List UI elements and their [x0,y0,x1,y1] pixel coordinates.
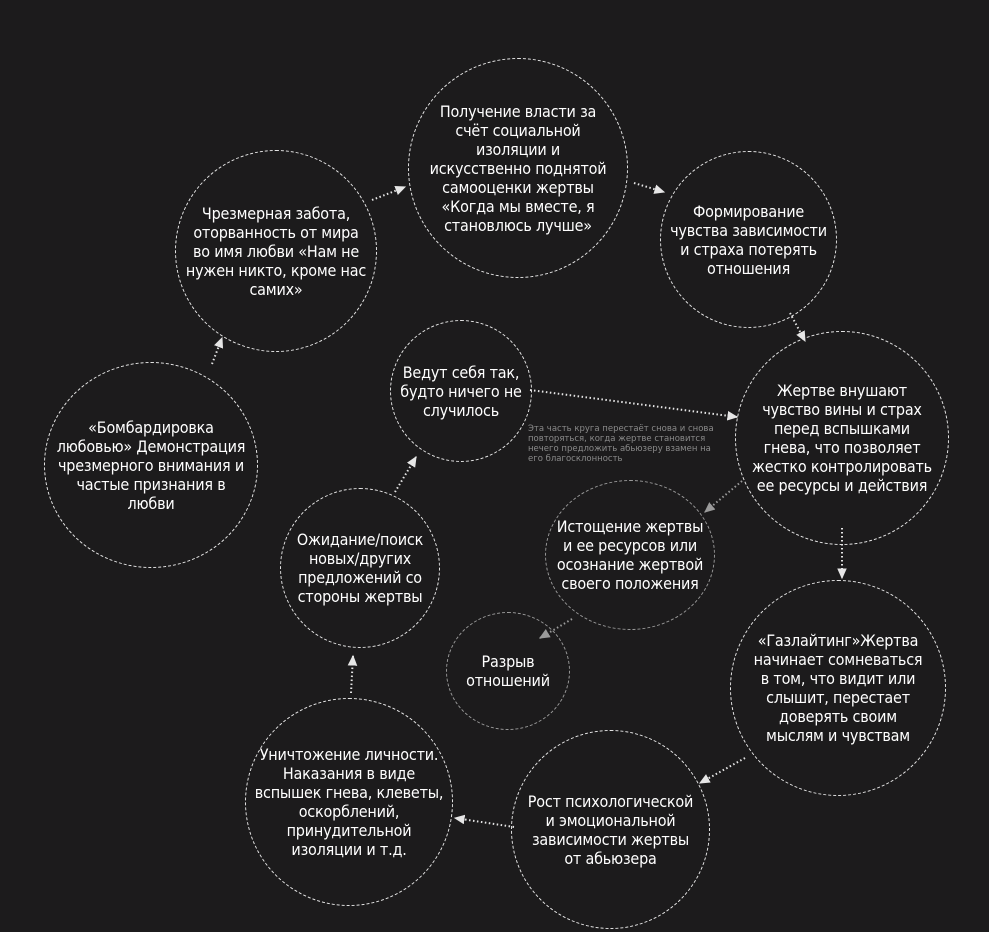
node-waiting-text: Ожидание/поиск новых/других предложений со стороны жертвы [296,530,424,606]
node-gaslighting [730,580,946,796]
arrow-destruction-to-waiting [351,656,353,693]
cycle-note: Эта часть круга перестаёт снова и снова повторяться, когда жертве становится нечего предложить абьюзеру взамен на его благосклонность [528,424,714,464]
node-exhaustion-text: Истощение жертвы и ее ресурсов или осознание жертвой своего положения [556,517,704,593]
node-excessive-care [175,150,377,352]
node-breakup-text: Разрыв отношений [466,652,550,690]
node-guilt [735,331,949,545]
node-gaslighting-text: «Газлайтинг»Жертва начинает сомневаться в том, что видит или слышит, перестает доверять своим мыслям и чувствам [753,631,923,745]
arrow-care-to-power [372,187,405,200]
arrow-dependency-to-guilt [790,313,805,341]
node-destruction-text: Уничтожение личности. Наказания в виде вспышек гнева, клеветы, оскорблений, принудительной изоляции и т.д. [254,745,444,859]
node-love-bombing-text: «Бомбардировка любовью» Демонстрация чрезмерного внимания и частые признания в любви [56,417,246,513]
node-dependency-text: Формирование чувства зависимости и страха потерять отношения [670,201,827,278]
node-dependency [660,151,837,328]
node-gaining-power [408,58,628,278]
node-love-bombing [44,362,258,568]
node-growth [511,730,710,929]
node-guilt-text: Жертве внушают чувство вины и страх перед вспышками гнева, что позволяет жестко контролировать ее ресурсы и действия [752,381,932,495]
arrow-love-to-care [212,338,222,364]
node-destruction [245,698,453,906]
arrow-growth-to-destruction [455,818,514,827]
node-excessive-care-text: Чрезмерная забота, оторванность от мира во имя любви «Нам не нужен никто, кроме нас самих» [185,203,367,299]
node-exhaustion [545,480,715,630]
node-nothing-happened [390,320,532,462]
arrow-nothing-to-guilt [530,390,737,417]
node-growth-text: Рост психологической и эмоциональной зависимости жертвы от абьюзера [527,791,694,868]
arrow-waiting-to-nothing [395,457,416,492]
node-waiting [280,488,440,648]
node-nothing-happened-text: Ведут себя так, будто ничего не случилось [400,362,522,420]
node-gaining-power-text: Получение власти за счёт социальной изоляции и искусственно поднятой самооценки жертвы «Когда мы вместе, я становлюсь лучше» [429,101,607,235]
node-breakup [446,612,570,730]
arrow-guilt-to-exhaustion [705,481,742,512]
arrow-power-to-dependency [634,183,664,192]
arrow-gaslighting-to-growth [700,758,745,783]
